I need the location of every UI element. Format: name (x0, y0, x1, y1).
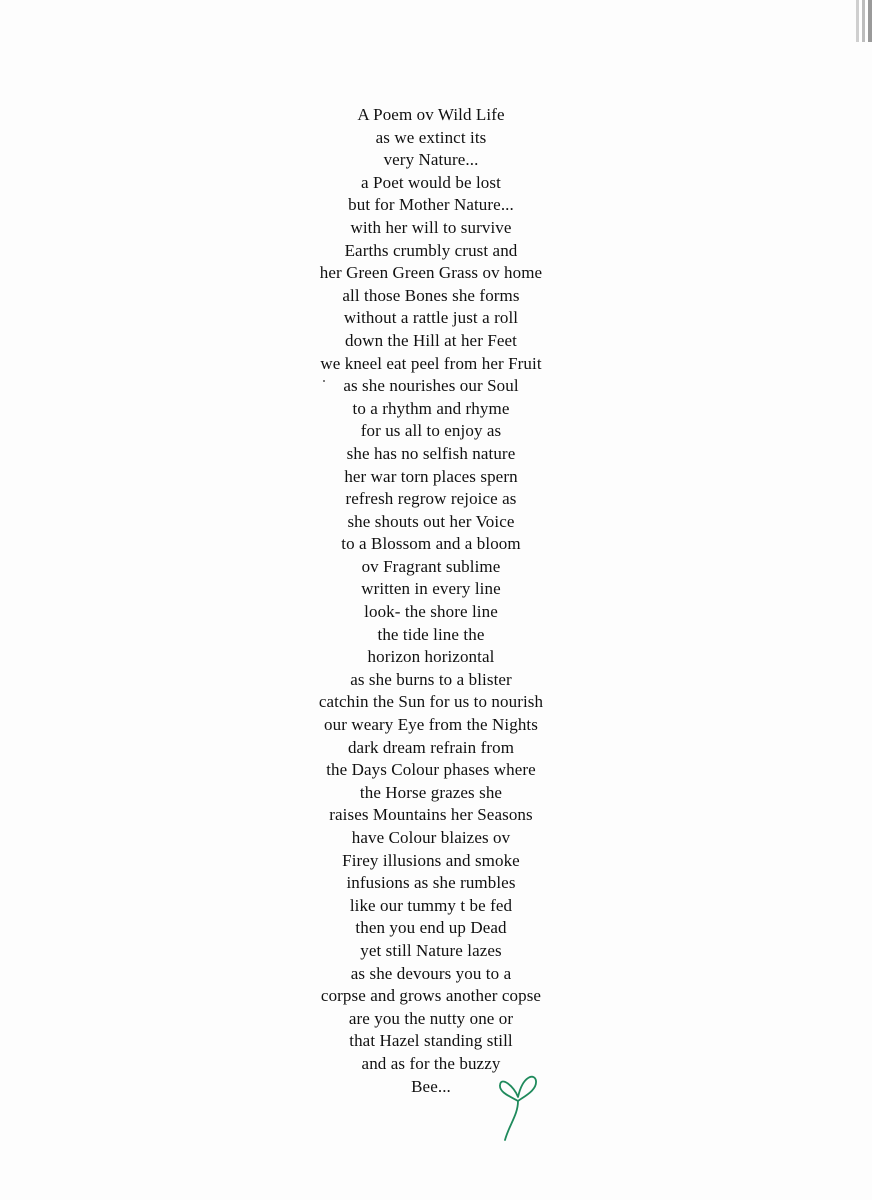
poem-line: dark dream refrain from (347, 737, 515, 757)
poem-line: very Nature... (383, 150, 479, 170)
poem-line: she shouts out her Voice (347, 511, 515, 531)
poem-line: Firey illusions and smoke (342, 850, 520, 870)
poem-line: yet still Nature lazes (360, 940, 502, 960)
poem-line: her Green Green Grass ov home (319, 263, 543, 283)
poem-line: A Poem ov Wild Life (357, 105, 505, 124)
poem-line: infusions as she rumbles (346, 873, 516, 893)
hand-drawn-heart-icon (497, 1070, 541, 1144)
poem-line: Earths crumbly crust and (344, 240, 518, 260)
poem-line: to a rhythm and rhyme (352, 398, 510, 418)
poem-line: refresh regrow rejoice as (345, 489, 517, 509)
poem-line: down the Hill at her Feet (345, 330, 517, 350)
poem-line: written in every line (361, 579, 501, 599)
poem-line: as she burns to a blister (350, 669, 512, 689)
poem-line: horizon horizontal (367, 647, 495, 667)
poem-line: a Poet would be lost (361, 172, 501, 192)
poem-line: raises Mountains her Seasons (329, 805, 533, 825)
poem-line: Bee... (411, 1076, 451, 1096)
poem-line: but for Mother Nature... (348, 195, 514, 215)
poem-line: she has no selfish nature (346, 443, 516, 463)
scan-edge-mark (856, 0, 872, 42)
poem-line: to a Blossom and a bloom (341, 534, 521, 554)
poem-line: and as for the buzzy (361, 1053, 501, 1073)
poem-line: without a rattle just a roll (343, 308, 519, 328)
poem-text (0, 104, 862, 1098)
poem-line: as she devours you to a (350, 963, 512, 983)
poem-line: her war torn places spern (344, 466, 518, 486)
poem-line: look- the shore line (364, 602, 498, 622)
poem-line: the Days Colour phases where (326, 760, 536, 780)
poem-line: the tide line the (377, 624, 485, 644)
poem-line: as we extinct its (375, 127, 487, 147)
poem-line: we kneel eat peel from her Fruit (320, 353, 542, 373)
poem-line: catchin the Sun for us to nourish (318, 692, 544, 712)
poem-line: have Colour blaizes ov (351, 828, 511, 847)
poem-line: then you end up Dead (355, 918, 507, 938)
poem-line: with her will to survive (350, 217, 512, 237)
poem-line: are you the nutty one or (348, 1008, 514, 1028)
poem-line: corpse and grows another copse (320, 986, 542, 1006)
poem-line: all those Bones she forms (342, 285, 520, 305)
poem-line: the Horse grazes she (359, 782, 503, 802)
poem-line: ov Fragrant sublime (361, 556, 501, 576)
poem-line: that Hazel standing still (349, 1031, 513, 1051)
ink-speck (323, 380, 325, 382)
poem-line: our weary Eye from the Nights (324, 715, 538, 735)
poem-line: as she nourishes our Soul (343, 376, 519, 396)
poem-line: for us all to enjoy as (360, 421, 502, 441)
poem-line: like our tummy t be fed (349, 895, 513, 915)
